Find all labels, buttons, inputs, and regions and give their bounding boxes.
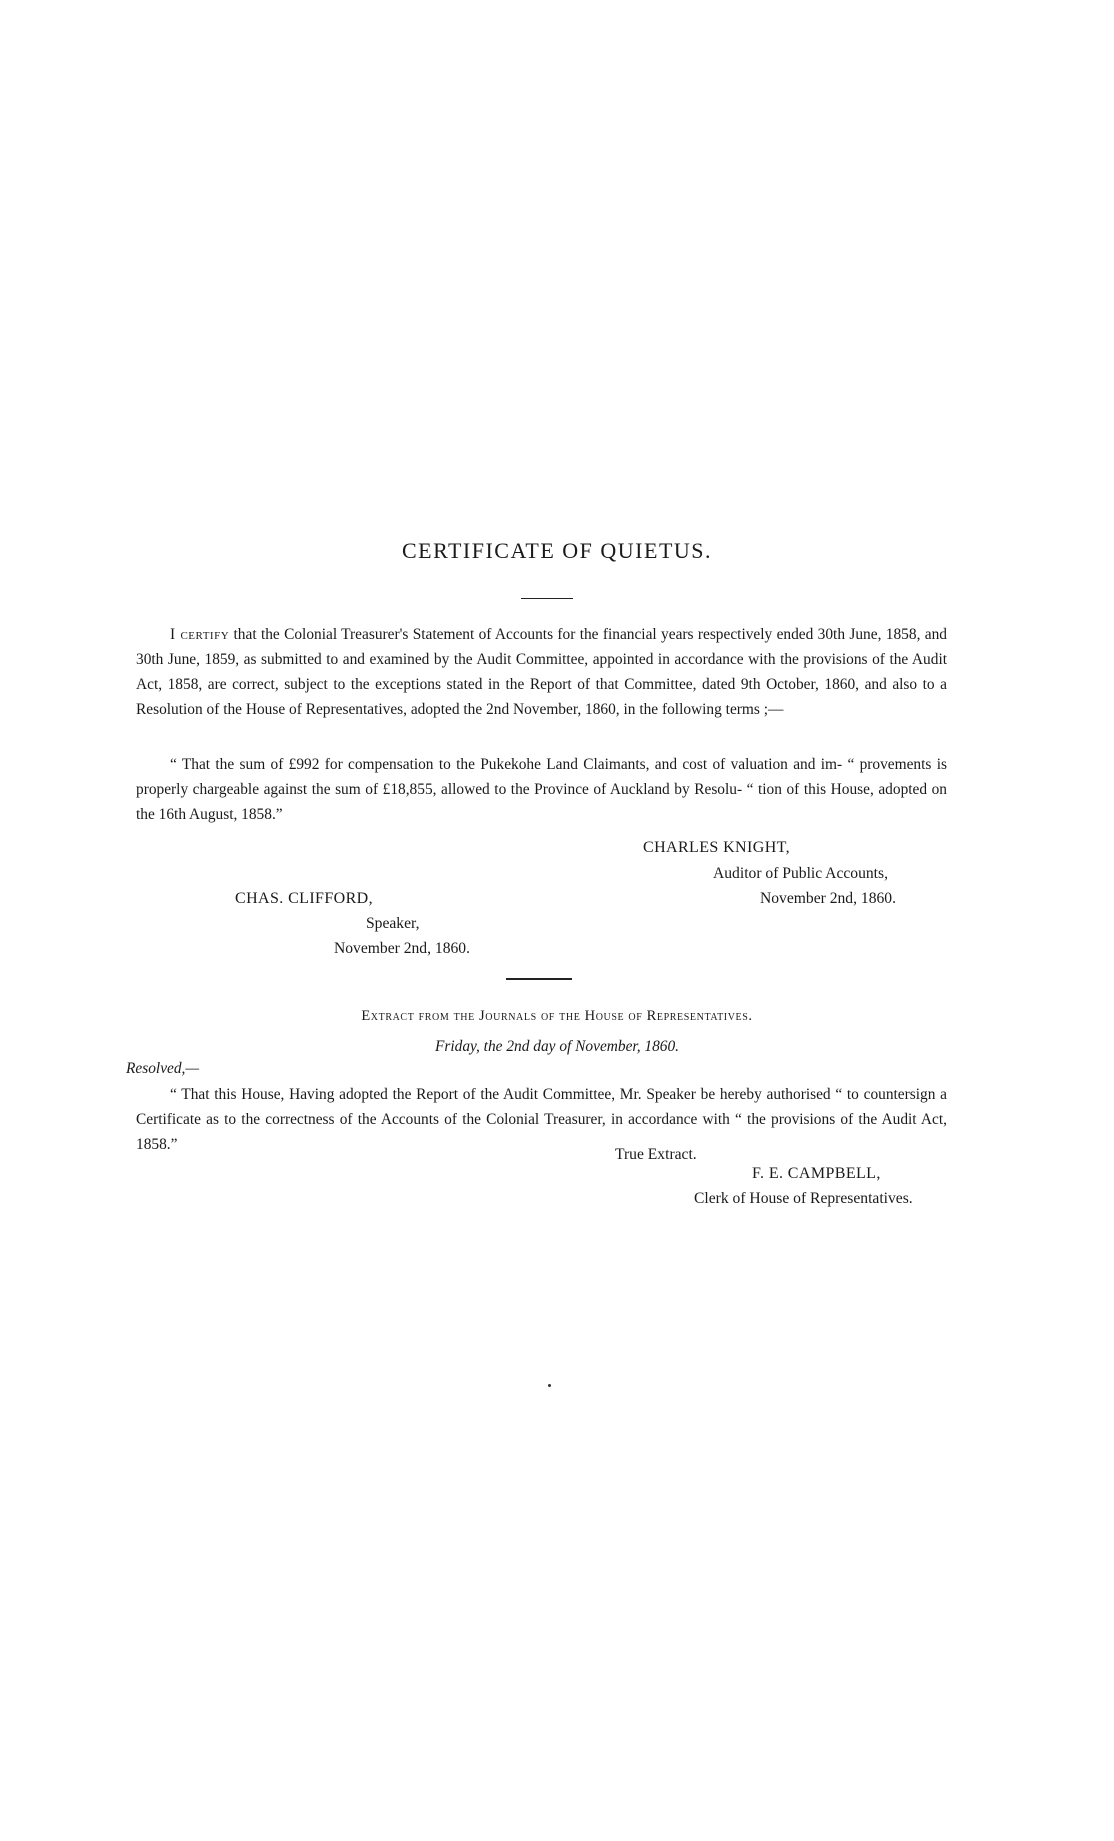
auditor-name: CHARLES KNIGHT,: [643, 839, 791, 856]
certify-lead: I certify: [170, 626, 230, 643]
quoted-resolution-text: “ That the sum of £992 for compensation to the Pukekohe Land Claimants, and cost of valuation and im- “ provements is properly chargeable against the sum of £18,855, allowed to the Province of Auckland by Resolu- “ tion of this House, adopted on the 16th August, 1858.”: [136, 756, 947, 823]
extract-date: Friday, the 2nd day of November, 1860.: [434, 1038, 680, 1055]
true-extract-label: True Extract.: [615, 1146, 697, 1163]
document-title: CERTIFICATE OF QUIETUS.: [401, 538, 712, 563]
resolution-text: “ That this House, Having adopted the Report of the Audit Committee, Mr. Speaker be hereby authorised “ to countersign a Certificate as to the correctness of the Accounts of the Colonial Treasurer, in accordance with “ the provisions of the Audit Act, 1858.”: [136, 1086, 947, 1153]
title-divider: [521, 598, 573, 599]
clerk-role: Clerk of House of Representatives.: [694, 1190, 913, 1207]
speaker-name: CHAS. CLIFFORD,: [235, 890, 374, 907]
section-divider: [506, 978, 572, 980]
extract-heading: Extract from the Journals of the House of Representatives.: [361, 1008, 753, 1024]
resolved-label: Resolved,—: [126, 1060, 200, 1077]
clerk-name: F. E. CAMPBELL,: [752, 1165, 881, 1182]
quoted-resolution: [136, 752, 947, 827]
ink-speck: [548, 1384, 551, 1387]
speaker-date: November 2nd, 1860.: [334, 940, 470, 957]
certificate-body: that the Colonial Treasurer's Statement of Accounts for the financial years respectively ended 30th June, 1858, and 30th June, 1859, as submitted to and examined by the Audit Committee, appointed in accordance with the provisions of the Audit Act, 1858, are correct, subject to the exceptions stated in the Report of that Committee, dated 9th October, 1860, and also to a Resolution of the House of Representatives, adopted the 2nd November, 1860, in the following terms ;—: [136, 626, 947, 718]
certificate-paragraph: [136, 622, 947, 722]
auditor-date: November 2nd, 1860.: [760, 890, 896, 907]
auditor-role: Auditor of Public Accounts,: [713, 865, 888, 882]
speaker-role: Speaker,: [366, 915, 420, 932]
resolution-paragraph: [136, 1082, 947, 1157]
